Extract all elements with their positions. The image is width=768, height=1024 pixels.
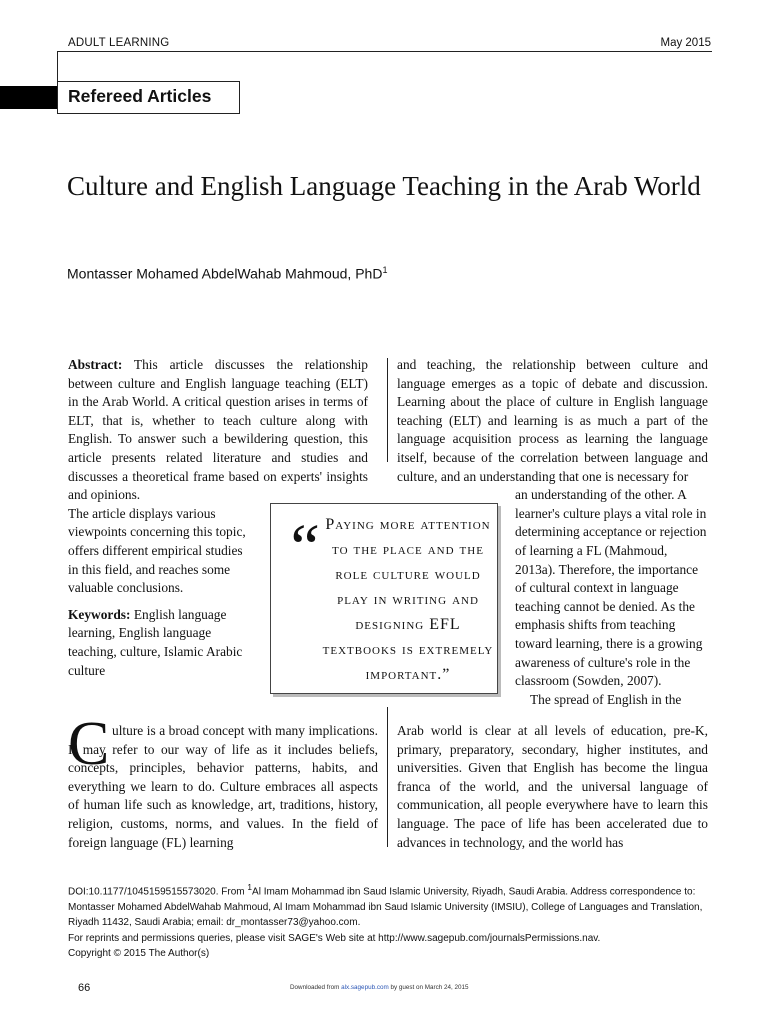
- column-divider-2: [387, 707, 388, 847]
- section-marker-bar: [0, 86, 62, 109]
- footnote-doi: DOI:10.1177/1045159515573020. From $^1$Al Imam Mohammad ibn Saud Islamic University, Riyadh, Saudi Arabia. Address correspondence to: Montasser Mohamed AbdelWahab Mahmoud, Al Imam Mohammad ibn Saud Islamic University (IMSIU), College of Languages and Translation, Riyadh 11432, Saudi Arabia; email: dr_montasser73@yahoo.com.: [68, 882, 703, 929]
- header-rule: [57, 51, 712, 52]
- section-label: Refereed Articles: [68, 86, 212, 106]
- abstract-text-1: This article discusses the relationship between culture and English language teaching (ELT) in the Arab World. A critical question arises in terms of ELT, that is, whether to teach culture along with English. To answer such a bewildering question, this article presents related literature and studies and discusses a theoretical frame based on experts' insights and opinions.: [68, 357, 368, 503]
- abstract: [68, 356, 368, 505]
- footnote: [68, 880, 713, 962]
- keywords-label: Keywords:: [68, 606, 131, 622]
- keywords: [68, 606, 260, 680]
- page-number: 66: [78, 982, 91, 994]
- header-vertical-rule: [57, 51, 58, 81]
- intro-text-3: The spread of English in the: [530, 691, 682, 707]
- body-text-2: Arab world is clear at all levels of education, pre-K, primary, preparatory, secondary, higher institutes, and universities. Given that English has become the lingua franca of the world, and the universal language of communication, all people everywhere have to learn this language. The pace of life has been accelerated due to advances in technology, and the world has: [397, 723, 708, 850]
- drop-cap: C: [68, 710, 110, 778]
- intro-text-1: and teaching, the relationship between culture and language emerges as a topic of debate and discussion. Learning about the place of culture in English language teaching (ELT) and learning is as much a part of the language acquisition process as learning the language itself, because of the correlation between language and culture, and an understanding that one is necessary for: [397, 357, 708, 484]
- issue-date: May 2015: [660, 37, 711, 49]
- journal-name: ADULT LEARNING: [68, 37, 170, 49]
- download-notice: Downloaded from alx.sagepub.com by guest on March 24, 2015: [290, 984, 469, 991]
- body-text-1: ulture is a broad concept with many implications. It may refer to our way of life as it includes beliefs, concepts, principles, behavior patterns, habits, and everything we learn to do. Culture embraces all aspects of human life such as knowledge, art, traditions, history, religion, customs, norms, and values. In the field of foreign language (FL) learning: [68, 723, 378, 850]
- footnote-copyright: Copyright © 2015 The Author(s): [68, 948, 210, 960]
- author-line: [67, 265, 387, 282]
- article-title: Culture and English Language Teaching in the Arab World: [67, 171, 701, 201]
- pull-quote-text: Paying more attention to the place and the role culture would play in writing and designing EFL textbooks is extremely important.”: [322, 516, 494, 683]
- author-name: Montasser Mohamed AbdelWahab Mahmoud, PhD: [67, 265, 383, 282]
- body-column-1: [68, 722, 378, 852]
- column-divider: [387, 358, 388, 462]
- abstract-text-2: The article displays various viewpoints concerning this topic, offers different empirical studies in this field, and reaches some valuable conclusions.: [68, 505, 246, 596]
- quote-mark: “: [284, 511, 321, 584]
- download-link[interactable]: alx.sagepub.com: [341, 984, 389, 991]
- affiliation-mark: 1: [382, 265, 388, 275]
- body-column-2: [397, 722, 708, 852]
- keywords-text: English language learning, English language teaching, culture, Islamic Arabic culture: [68, 606, 243, 678]
- abstract-label: Abstract:: [68, 357, 123, 372]
- footnote-reprints: For reprints and permissions queries, please visit SAGE's Web site at http://www.sagepub.com/journalsPermissions.nav.: [68, 932, 601, 944]
- intro-text-2: an understanding of the other. A learner's culture plays a vital role in determining acceptance or rejection of learning a FL (Mahmoud, 2013a). Therefore, the importance of cultural context in language teaching cannot be denied. As the emphasis shifts from teaching toward learning, there is a growing awareness of culture's role in the classroom (Sowden, 2007).: [515, 487, 707, 689]
